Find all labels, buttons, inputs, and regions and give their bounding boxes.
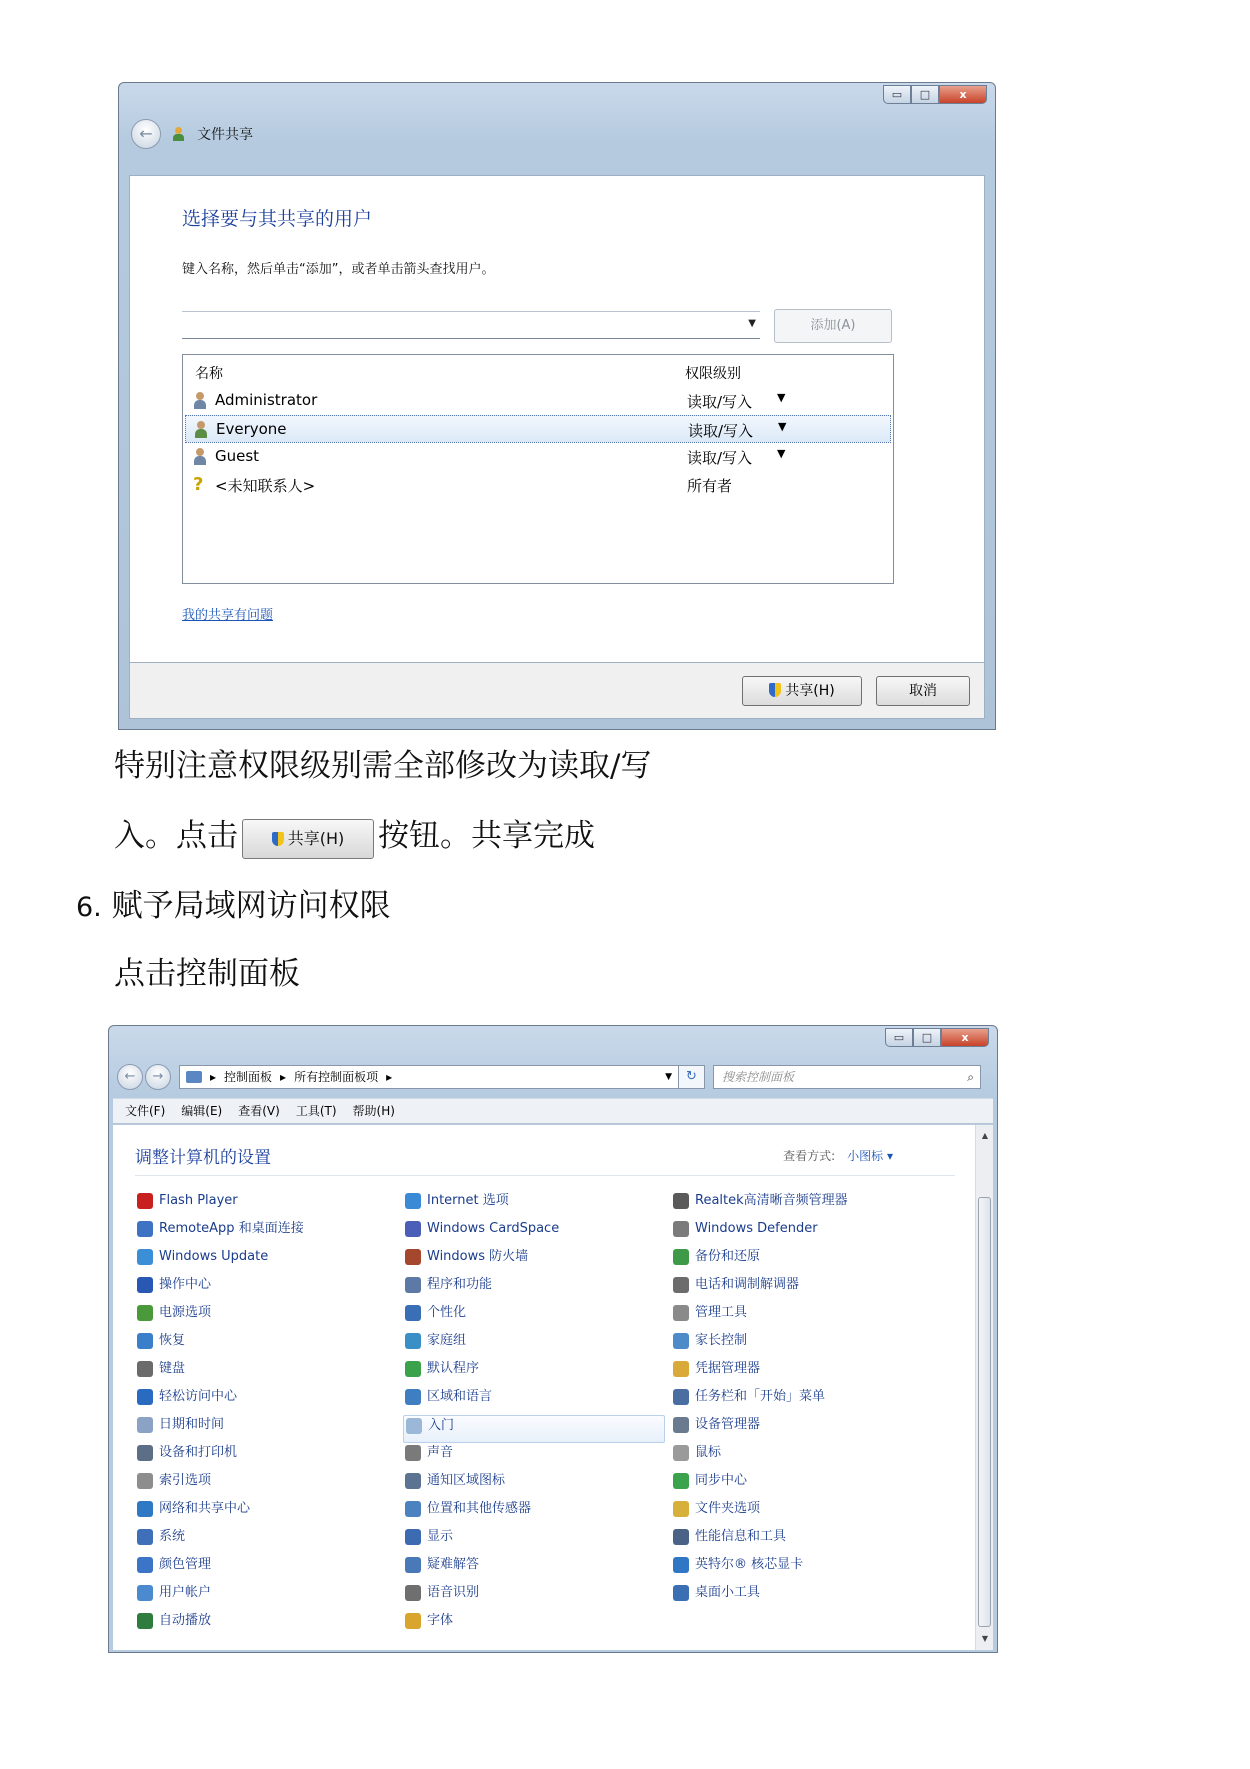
control-panel-item-icon bbox=[673, 1305, 689, 1321]
control-panel-item[interactable] bbox=[135, 1499, 397, 1527]
control-panel-item[interactable] bbox=[135, 1527, 397, 1555]
control-panel-item[interactable] bbox=[403, 1471, 665, 1499]
scroll-down-arrow-icon[interactable]: ▼ bbox=[981, 1634, 989, 1643]
control-panel-item[interactable] bbox=[135, 1471, 397, 1499]
address-bar[interactable] bbox=[179, 1065, 679, 1089]
control-panel-item-icon bbox=[137, 1557, 153, 1573]
control-panel-item[interactable] bbox=[671, 1583, 933, 1611]
control-panel-item-label: Realtek高清晰音频管理器 bbox=[695, 1193, 848, 1208]
file-sharing-icon bbox=[173, 126, 189, 142]
window-controls bbox=[883, 85, 987, 104]
control-panel-item-label: 索引选项 bbox=[159, 1473, 212, 1488]
control-panel-item[interactable] bbox=[135, 1191, 397, 1219]
control-panel-item-label: Windows CardSpace bbox=[427, 1221, 560, 1236]
control-panel-item-label: 自动播放 bbox=[159, 1613, 212, 1628]
menu-view[interactable]: 查看(V) bbox=[238, 1104, 280, 1118]
control-panel-item-icon bbox=[673, 1361, 689, 1377]
close-button[interactable]: x bbox=[939, 85, 987, 104]
row-permission: 所有者 bbox=[687, 477, 733, 495]
control-panel-item[interactable] bbox=[403, 1499, 665, 1527]
control-panel-item[interactable] bbox=[403, 1191, 665, 1219]
control-panel-item[interactable] bbox=[403, 1219, 665, 1247]
control-panel-item-icon bbox=[673, 1473, 689, 1489]
control-panel-item-icon bbox=[137, 1361, 153, 1377]
uac-shield-icon bbox=[769, 683, 781, 697]
control-panel-item[interactable] bbox=[671, 1499, 933, 1527]
control-panel-item-icon bbox=[405, 1361, 421, 1377]
control-panel-item-label: 区域和语言 bbox=[427, 1389, 493, 1404]
control-panel-item-icon bbox=[137, 1249, 153, 1265]
control-panel-item[interactable] bbox=[671, 1219, 933, 1247]
maximize-button[interactable]: □ bbox=[911, 85, 939, 104]
dialog-title: 文件共享 bbox=[197, 127, 253, 143]
control-panel-item[interactable] bbox=[135, 1247, 397, 1275]
control-panel-item-label: 疑难解答 bbox=[427, 1557, 480, 1572]
control-panel-item[interactable] bbox=[403, 1331, 665, 1359]
control-panel-item-icon bbox=[673, 1193, 689, 1209]
control-panel-item-icon bbox=[405, 1529, 421, 1545]
control-panel-item[interactable] bbox=[671, 1443, 933, 1471]
control-panel-item[interactable] bbox=[135, 1555, 397, 1583]
control-panel-item-icon bbox=[405, 1557, 421, 1573]
control-panel-content bbox=[113, 1125, 993, 1650]
control-panel-item-label: 网络和共享中心 bbox=[159, 1501, 251, 1516]
control-panel-item-label: Internet 选项 bbox=[427, 1193, 509, 1208]
maximize-button[interactable]: □ bbox=[913, 1028, 941, 1047]
items-column-3 bbox=[671, 1191, 933, 1611]
control-panel-item-icon bbox=[137, 1277, 153, 1293]
control-panel-item-label: 性能信息和工具 bbox=[695, 1529, 787, 1544]
control-panel-item[interactable] bbox=[403, 1583, 665, 1611]
dialog-content bbox=[129, 175, 985, 663]
row-permission: 读取/写入 bbox=[687, 393, 753, 411]
control-panel-item[interactable] bbox=[403, 1387, 665, 1415]
control-panel-item-label: 设备管理器 bbox=[695, 1417, 761, 1432]
menu-help[interactable]: 帮助(H) bbox=[352, 1104, 395, 1118]
control-panel-item-icon bbox=[405, 1221, 421, 1237]
control-panel-item-icon bbox=[405, 1333, 421, 1349]
control-panel-item-label: 字体 bbox=[427, 1613, 454, 1628]
inline-share-button-image bbox=[242, 819, 374, 859]
breadcrumb-all-items[interactable]: 所有控制面板项 bbox=[294, 1070, 379, 1084]
breadcrumb-separator-icon: ▸ bbox=[280, 1070, 287, 1084]
note-line-1: 特别注意权限级别需全部修改为读取/写 bbox=[114, 748, 652, 784]
control-panel-item-icon bbox=[405, 1389, 421, 1405]
control-panel-item-label: Windows Defender bbox=[695, 1221, 818, 1236]
control-panel-item-label: 操作中心 bbox=[159, 1277, 212, 1292]
user-name-combobox[interactable] bbox=[182, 311, 760, 339]
control-panel-item-label: 设备和打印机 bbox=[159, 1445, 238, 1460]
control-panel-item-icon bbox=[137, 1529, 153, 1545]
control-panel-item[interactable] bbox=[403, 1247, 665, 1275]
control-panel-item-label: 程序和功能 bbox=[427, 1277, 493, 1292]
control-panel-item-label: 凭据管理器 bbox=[695, 1361, 761, 1376]
control-panel-item-label: 备份和还原 bbox=[695, 1249, 761, 1264]
control-panel-item[interactable] bbox=[403, 1555, 665, 1583]
menu-tools[interactable]: 工具(T) bbox=[295, 1104, 337, 1118]
control-panel-item-icon bbox=[405, 1473, 421, 1489]
add-button[interactable]: 添加(A) bbox=[774, 309, 892, 343]
permission-dropdown-icon[interactable]: ▼ bbox=[777, 391, 786, 404]
control-panel-item-icon bbox=[137, 1473, 153, 1489]
row-permission: 读取/写入 bbox=[687, 449, 753, 467]
control-panel-item[interactable] bbox=[671, 1527, 933, 1555]
control-panel-item-label: 个性化 bbox=[427, 1305, 467, 1320]
control-panel-item-label: 恢复 bbox=[159, 1333, 186, 1348]
control-panel-item-label: 系统 bbox=[159, 1529, 186, 1544]
dialog-navbar bbox=[131, 119, 253, 149]
note-line-2-prefix: 入。点击 bbox=[114, 818, 238, 854]
note-line-2 bbox=[114, 810, 595, 859]
dialog-footer bbox=[129, 663, 985, 719]
forward-arrow-icon[interactable]: → bbox=[145, 1064, 171, 1090]
user-icon bbox=[193, 392, 207, 410]
control-panel-item-icon bbox=[137, 1445, 153, 1461]
control-panel-item[interactable] bbox=[135, 1303, 397, 1331]
inline-share-button-label: 共享(H) bbox=[287, 829, 345, 848]
dropdown-arrow-icon[interactable]: ▼ bbox=[748, 318, 756, 329]
breadcrumb-separator-icon: ▸ bbox=[210, 1070, 217, 1084]
control-panel-item-icon bbox=[673, 1445, 689, 1461]
control-panel-item-label: 电话和调制解调器 bbox=[695, 1277, 800, 1292]
search-placeholder: 搜索控制面板 bbox=[722, 1070, 795, 1084]
control-panel-item-label: 同步中心 bbox=[695, 1473, 748, 1488]
control-panel-item-icon bbox=[673, 1249, 689, 1265]
step-number: 6. bbox=[76, 892, 102, 923]
control-panel-item[interactable] bbox=[135, 1415, 397, 1443]
control-panel-icon bbox=[186, 1071, 202, 1083]
control-panel-item-icon bbox=[405, 1249, 421, 1265]
control-panel-item-icon bbox=[137, 1613, 153, 1629]
control-panel-item[interactable] bbox=[403, 1359, 665, 1387]
control-panel-item-label: 家长控制 bbox=[695, 1333, 748, 1348]
permission-dropdown-icon[interactable]: ▼ bbox=[778, 420, 787, 433]
dialog-instruction: 键入名称，然后单击“添加”，或者单击箭头查找用户。 bbox=[182, 262, 495, 277]
back-arrow-icon[interactable]: ← bbox=[117, 1064, 143, 1090]
row-name: Guest bbox=[215, 447, 260, 465]
control-panel-item-icon bbox=[137, 1501, 153, 1517]
control-panel-item-label: Windows 防火墙 bbox=[427, 1249, 529, 1264]
control-panel-item-label: 日期和时间 bbox=[159, 1417, 225, 1432]
items-column-1 bbox=[135, 1191, 397, 1639]
breadcrumb-separator-icon: ▸ bbox=[386, 1070, 393, 1084]
column-header-permission[interactable]: 权限级别 bbox=[685, 366, 741, 382]
control-panel-item[interactable] bbox=[135, 1359, 397, 1387]
view-by-selector bbox=[783, 1147, 893, 1164]
control-panel-item[interactable] bbox=[671, 1415, 933, 1443]
control-panel-item-label: 家庭组 bbox=[427, 1333, 467, 1348]
control-panel-item[interactable] bbox=[671, 1387, 933, 1415]
control-panel-item-icon bbox=[673, 1501, 689, 1517]
menu-edit[interactable]: 编辑(E) bbox=[181, 1104, 223, 1118]
control-panel-item[interactable] bbox=[671, 1275, 933, 1303]
permission-dropdown-icon[interactable]: ▼ bbox=[777, 447, 786, 460]
sharing-help-link[interactable]: 我的共享有问题 bbox=[182, 608, 274, 623]
control-panel-item[interactable] bbox=[135, 1583, 397, 1611]
breadcrumb-control-panel[interactable]: 控制面板 bbox=[224, 1070, 273, 1084]
control-panel-item-icon bbox=[405, 1445, 421, 1461]
control-panel-item-icon bbox=[137, 1417, 153, 1433]
control-panel-item-label: Flash Player bbox=[159, 1193, 238, 1208]
search-input[interactable] bbox=[713, 1065, 981, 1089]
row-permission: 读取/写入 bbox=[688, 422, 754, 440]
view-by-label: 查看方式: bbox=[783, 1149, 836, 1163]
control-panel-item-label: 鼠标 bbox=[695, 1445, 722, 1460]
control-panel-item-icon bbox=[406, 1418, 422, 1434]
control-panel-item[interactable] bbox=[671, 1331, 933, 1359]
control-panel-item-label: Windows Update bbox=[159, 1249, 269, 1264]
control-panel-item-icon bbox=[137, 1193, 153, 1209]
control-panel-item[interactable] bbox=[403, 1415, 665, 1443]
control-panel-item-label: 任务栏和「开始」菜单 bbox=[695, 1389, 826, 1404]
control-panel-item-label: 默认程序 bbox=[427, 1361, 480, 1376]
share-user-list bbox=[182, 354, 894, 584]
control-panel-item[interactable] bbox=[403, 1527, 665, 1555]
row-name: Everyone bbox=[216, 420, 287, 438]
search-icon[interactable]: ⌕ bbox=[967, 1070, 974, 1084]
control-panel-item-icon bbox=[673, 1585, 689, 1601]
control-panel-item-icon bbox=[673, 1277, 689, 1293]
minimize-button[interactable]: ▭ bbox=[883, 85, 911, 104]
control-panel-item-label: 用户帐户 bbox=[159, 1585, 212, 1600]
column-header-name[interactable]: 名称 bbox=[195, 366, 223, 382]
address-dropdown-icon[interactable]: ▼ bbox=[665, 1072, 672, 1082]
view-by-dropdown[interactable]: 小图标 ▾ bbox=[847, 1149, 893, 1163]
control-panel-item-icon bbox=[137, 1333, 153, 1349]
control-panel-item[interactable] bbox=[135, 1443, 397, 1471]
menu-file[interactable]: 文件(F) bbox=[125, 1104, 166, 1118]
control-panel-item-label: 位置和其他传感器 bbox=[427, 1501, 532, 1516]
group-icon bbox=[194, 421, 208, 439]
control-panel-item-icon bbox=[673, 1389, 689, 1405]
row-name: Administrator bbox=[215, 391, 318, 409]
list-header bbox=[183, 355, 893, 385]
control-panel-item-label: 电源选项 bbox=[159, 1305, 212, 1320]
control-panel-item-label: RemoteApp 和桌面连接 bbox=[159, 1221, 304, 1236]
list-row-unknown-contact[interactable] bbox=[185, 471, 891, 499]
refresh-icon[interactable]: ↻ bbox=[679, 1065, 705, 1089]
control-panel-item-icon bbox=[137, 1389, 153, 1405]
scroll-thumb[interactable] bbox=[978, 1197, 991, 1627]
file-sharing-window bbox=[118, 82, 996, 730]
control-panel-item-label: 管理工具 bbox=[695, 1305, 748, 1320]
back-arrow-icon[interactable]: ← bbox=[131, 119, 161, 149]
control-panel-item[interactable] bbox=[671, 1303, 933, 1331]
step-heading bbox=[76, 880, 391, 925]
control-panel-item-icon bbox=[673, 1417, 689, 1433]
items-column-2 bbox=[403, 1191, 665, 1639]
close-button[interactable]: x bbox=[941, 1028, 989, 1047]
share-button[interactable] bbox=[742, 676, 862, 706]
control-panel-item[interactable] bbox=[135, 1219, 397, 1247]
step-description: 点击控制面板 bbox=[114, 956, 300, 992]
list-row-administrator[interactable] bbox=[185, 387, 891, 415]
control-panel-item-label: 显示 bbox=[427, 1529, 454, 1544]
share-button-label: 共享(H) bbox=[785, 683, 835, 699]
control-panel-item[interactable] bbox=[671, 1359, 933, 1387]
control-panel-item-label: 颜色管理 bbox=[159, 1557, 212, 1572]
control-panel-window bbox=[108, 1025, 998, 1653]
dialog-heading: 选择要与其共享的用户 bbox=[182, 208, 373, 230]
control-panel-item[interactable] bbox=[403, 1275, 665, 1303]
control-panel-item-label: 通知区域图标 bbox=[427, 1473, 506, 1488]
control-panel-item[interactable] bbox=[135, 1275, 397, 1303]
menu-bar bbox=[113, 1098, 993, 1124]
control-panel-item-label: 英特尔® 核芯显卡 bbox=[695, 1557, 804, 1572]
user-icon bbox=[193, 448, 207, 466]
note-line-2-suffix: 按钮。共享完成 bbox=[378, 818, 595, 854]
control-panel-item-icon bbox=[405, 1305, 421, 1321]
control-panel-item-icon bbox=[405, 1193, 421, 1209]
uac-shield-icon bbox=[272, 832, 284, 846]
control-panel-item[interactable] bbox=[671, 1247, 933, 1275]
vertical-scrollbar[interactable] bbox=[975, 1125, 993, 1650]
control-panel-item[interactable] bbox=[135, 1611, 397, 1639]
control-panel-item-icon bbox=[673, 1557, 689, 1573]
control-panel-item-icon bbox=[405, 1501, 421, 1517]
unknown-contact-icon: ? bbox=[193, 474, 204, 495]
page-title: 调整计算机的设置 bbox=[135, 1148, 271, 1168]
navigation-bar bbox=[117, 1062, 989, 1092]
divider bbox=[135, 1175, 955, 1176]
window-controls bbox=[885, 1028, 989, 1047]
control-panel-item[interactable] bbox=[135, 1331, 397, 1359]
cancel-button[interactable]: 取消 bbox=[876, 676, 970, 706]
control-panel-item-label: 桌面小工具 bbox=[695, 1585, 761, 1600]
control-panel-item[interactable] bbox=[403, 1303, 665, 1331]
control-panel-item-icon bbox=[405, 1277, 421, 1293]
list-row-everyone[interactable] bbox=[185, 415, 891, 443]
control-panel-item[interactable] bbox=[671, 1191, 933, 1219]
scroll-up-arrow-icon[interactable]: ▲ bbox=[981, 1131, 989, 1140]
control-panel-item[interactable] bbox=[403, 1611, 665, 1639]
control-panel-item-icon bbox=[405, 1585, 421, 1601]
minimize-button[interactable]: ▭ bbox=[885, 1028, 913, 1047]
control-panel-item-icon bbox=[673, 1221, 689, 1237]
control-panel-item-label: 入门 bbox=[428, 1418, 455, 1433]
control-panel-item[interactable] bbox=[403, 1443, 665, 1471]
row-name: <未知联系人> bbox=[215, 477, 316, 495]
control-panel-item-label: 键盘 bbox=[159, 1361, 186, 1376]
step-title: 赋予局域网访问权限 bbox=[111, 888, 391, 924]
control-panel-item-label: 轻松访问中心 bbox=[159, 1389, 238, 1404]
control-panel-item-label: 文件夹选项 bbox=[695, 1501, 761, 1516]
control-panel-item-icon bbox=[405, 1613, 421, 1629]
control-panel-item[interactable] bbox=[671, 1555, 933, 1583]
control-panel-item-icon bbox=[137, 1585, 153, 1601]
control-panel-item[interactable] bbox=[671, 1471, 933, 1499]
control-panel-item-icon bbox=[137, 1221, 153, 1237]
control-panel-item-icon bbox=[673, 1529, 689, 1545]
control-panel-item-label: 声音 bbox=[427, 1445, 454, 1460]
control-panel-item[interactable] bbox=[135, 1387, 397, 1415]
list-row-guest[interactable] bbox=[185, 443, 891, 471]
control-panel-item-label: 语音识别 bbox=[427, 1585, 480, 1600]
control-panel-item-icon bbox=[137, 1305, 153, 1321]
control-panel-item-icon bbox=[673, 1333, 689, 1349]
